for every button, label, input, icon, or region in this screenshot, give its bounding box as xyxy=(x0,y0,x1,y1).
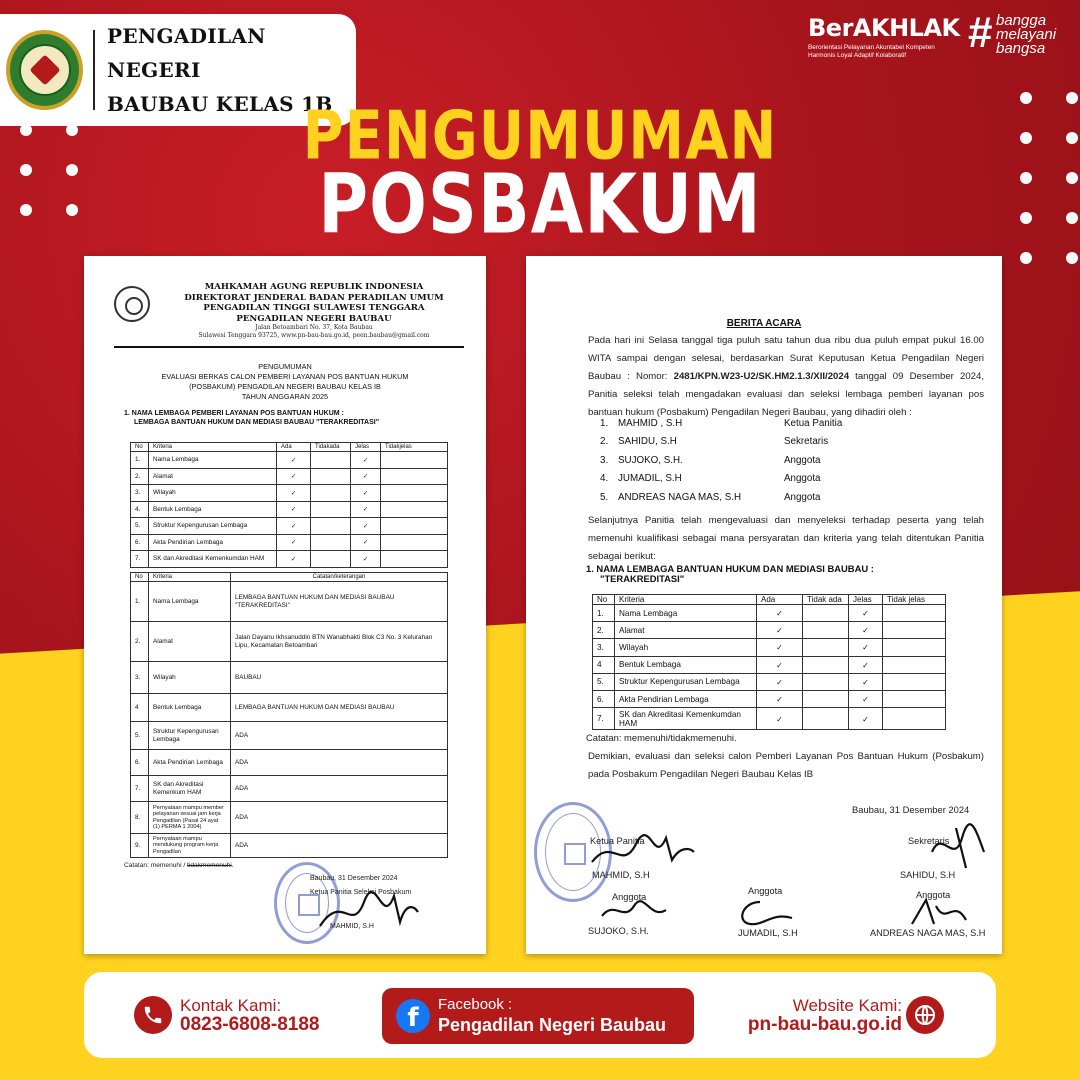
website-url[interactable]: pn-bau-bau.go.id xyxy=(747,1014,902,1035)
table-header-row: No Kriteria Ada Tidak ada Jelas Tidak jelas xyxy=(593,595,946,605)
anggota-label-2: Anggota xyxy=(748,886,783,896)
table-row: 3. Wilayah ✓ ✓ xyxy=(593,639,946,656)
facebook-label: Facebook : xyxy=(438,996,513,1013)
berakhlak-logo xyxy=(808,8,1074,68)
table-row: 7. SK dan Akreditasi Kemenkumdan HAM ✓ ✓ xyxy=(131,551,448,568)
table-row: 3. Wilayah ✓ ✓ xyxy=(131,485,448,502)
institution-heading: 1. NAMA LEMBAGA BANTUAN HUKUM DAN MEDIASI BAUBAU : "TERAKREDITASI" xyxy=(586,563,874,584)
supreme-court-logo-icon xyxy=(114,286,150,322)
list-item: 1. MAHMID , S.H Ketua Panitia xyxy=(600,418,843,429)
table-row: 3. Wilayah BAUBAU xyxy=(131,662,448,694)
criteria-table xyxy=(130,442,448,568)
signature-icon xyxy=(312,882,422,938)
table-row: 7. SK dan Akreditasi Kemenkumdan HAM ✓ ✓ xyxy=(593,708,946,730)
signature-icon xyxy=(926,822,990,872)
berita-acara-intro: Pada hari ini Selasa tanggal tiga puluh satu tahun dua ribu dua puluh empat pukul 16.00 WITA sampai dengan selesai, berdasarkan Surat Keputusan Ketua Pengadilan Negeri Baubau : Nomor: 2481/KPN.W23-U2/SK.HM2.1.3/XII/2024 tanggal 09 Desember 2024, Panitia seleksi telah mengadakan evaluasi dan seleksi lembaga pemberi layanan pos bantuan hukum (Posbakum) Pengadilan Negeri Baubau, yang dihadiri oleh : xyxy=(588,335,984,418)
table-row: 7. SK dan Akreditasi Kemenkum HAM ADA xyxy=(131,776,448,802)
anggota-label-3: Anggota xyxy=(916,890,951,900)
signature-icon xyxy=(732,898,796,928)
table-row: 8. Pernyataan mampu member pelayanan sesuai jam kerja Pengadilan (Pasal 24 ayat (1) PERMA 1 2004) ADA xyxy=(131,802,448,834)
notes-line: Catatan: memenuhi / tidakmemenuhi. xyxy=(124,862,234,869)
berita-acara-closing: Demikian, evaluasi dan seleksi calon Pemberi Layanan Pos Bantuan Hukum (Posbakum) pada Posbakum Pengadilan Negeri Baubau Kelas IB xyxy=(588,751,984,780)
list-item: 2. SAHIDU, S.H Sekretaris xyxy=(600,436,829,448)
table-row: 1. Nama Lembaga ✓ ✓ xyxy=(131,452,448,469)
globe-icon[interactable] xyxy=(906,996,944,1034)
table-row: 2. Alamat ✓ ✓ xyxy=(593,622,946,639)
anggota-name-3: ANDREAS NAGA MAS, S.H xyxy=(870,928,986,938)
ketua-name: MAHMID, S.H xyxy=(592,870,650,880)
headline-pengumuman: PENGUMUMAN xyxy=(302,97,778,176)
table-row: 4 Bentuk Lembaga ✓ ✓ xyxy=(593,656,946,673)
signature-icon xyxy=(598,896,670,926)
headline-posbakum: POSBAKUM xyxy=(318,158,762,253)
signature-block: Baubau, 31 Desember 2024 Ketua Panitia Seleksi Posbakum MAHMID, S.H xyxy=(310,875,412,930)
berita-acara-title: BERITA ACARA xyxy=(726,318,802,329)
table-row: 2. Alamat Jalan Dayanu Ikhsanuddin BTN Wanabhakti Blok C3 No. 3 Kelurahan Lipu, Kecamatan Betoambari xyxy=(131,622,448,662)
committee-list xyxy=(600,418,900,510)
sekretaris-name: SAHIDU, S.H xyxy=(900,870,956,880)
list-item: 4. JUMADIL, S.H Anggota xyxy=(600,473,821,485)
anggota-name-2: JUMADIL, S.H xyxy=(738,928,798,938)
table-header-row: No Kriteria Catatan/keterangan xyxy=(131,573,448,582)
ketua-label: Ketua Panitia xyxy=(590,836,645,846)
table-row: 6. Akta Pendirian Lembaga ✓ ✓ xyxy=(131,534,448,551)
hashtag-icon: # xyxy=(968,8,993,57)
criteria-table xyxy=(592,594,946,730)
anggota-name-1: SUJOKO, S.H. xyxy=(588,926,649,936)
facebook-icon: f xyxy=(396,999,430,1033)
table-row: 1. Nama Lembaga ✓ ✓ xyxy=(593,605,946,622)
berita-acara-evaluation: Selanjutnya Panitia telah mengevaluasi dan menyeleksi terhadap peserta yang telah memenuhi kualifikasi sebagai mana persyaratan dan kriteria yang telah ditentukan Panitia sebagai berikut: xyxy=(588,515,984,562)
institution-heading: 1. NAMA LEMBAGA PEMBERI LAYANAN POS BANTUAN HUKUM : LEMBAGA BANTUAN HUKUM DAN MEDIASI BAUBAU "TERAKREDITASI" xyxy=(124,410,380,426)
bangga-melayani-bangsa: bangga melayani bangsa xyxy=(996,12,1057,57)
website-label: Website Kami: xyxy=(792,996,902,1015)
berakhlak-wordmark: BerAKHLAK xyxy=(808,14,960,42)
announcement-heading: PENGUMUMAN EVALUASI BERKAS CALON PEMBERI LAYANAN POS BANTUAN HUKUM (POSBAKUM) PENGADILAN NEGERI BAUBAU KELAS IB TAHUN ANGGARAN 2025 xyxy=(161,362,409,401)
signing-date: Baubau, 31 Desember 2024 xyxy=(852,804,970,815)
table-row: 2. Alamat ✓ ✓ xyxy=(131,468,448,485)
signature-icon xyxy=(906,896,970,928)
table-header-row: No Kriteria Ada Tidakada Jelas Tidakjelas xyxy=(131,443,448,452)
contact-label: Kontak Kami: xyxy=(180,996,282,1015)
table-row: 4 Bentuk Lembaga LEMBAGA BANTUAN HUKUM DAN MEDIASI BAUBAU xyxy=(131,694,448,722)
letterhead: MAHKAMAH AGUNG REPUBLIK INDONESIA DIREKTORAT JENDERAL BADAN PERADILAN UMUM PENGADILAN TINGGI SULAWESI TENGGARA PENGADILAN NEGERI BAUBAU Jalan Betoambari No. 37, Kota Baubau Sulawesi Tenggara 93725, www.pn-bau-bau.go.id, peen.baubau@gmail.com xyxy=(84,282,486,354)
notes-table xyxy=(130,572,448,858)
document-berita-acara xyxy=(526,256,1002,954)
table-row: 6. Akta Pendirian Lembaga ADA xyxy=(131,750,448,776)
table-row: 4. Bentuk Lembaga ✓ ✓ xyxy=(131,501,448,518)
contact-phone-number[interactable]: 0823-6808-8188 xyxy=(180,1014,320,1035)
table-row: 5. Struktur Kepengurusan Lembaga ✓ ✓ xyxy=(131,518,448,535)
table-row: 9. Pernyataan mampu mendukung program kerja Pengadilan ADA xyxy=(131,834,448,858)
document-announcement xyxy=(84,256,486,954)
berakhlak-values: Berorientasi Pelayanan Akuntabel Kompeten Harmonis Loyal Adaptif Kolaboratif xyxy=(808,44,935,59)
signature-icon xyxy=(586,822,696,878)
facebook-page-name: Pengadilan Negeri Baubau xyxy=(438,1015,667,1035)
table-row: 5. Struktur Kepengurusan Lembaga ✓ ✓ xyxy=(593,673,946,690)
table-row: 5. Struktur Kepengurusan Lembaga ADA xyxy=(131,722,448,750)
facebook-link[interactable] xyxy=(382,988,694,1044)
contact-footer xyxy=(84,972,996,1058)
notes-line: Catatan: memenuhi/tidakmemenuhi. xyxy=(586,732,737,743)
table-row: 6. Akta Pendirian Lembaga ✓ ✓ xyxy=(593,690,946,707)
list-item: 3. SUJOKO, S.H. Anggota xyxy=(600,454,821,466)
table-row: 1. Nama Lembaga LEMBAGA BANTUAN HUKUM DAN MEDIASI BAUBAU "TERAKREDITASI" xyxy=(131,582,448,622)
org-name-line1: PENGADILAN NEGERI xyxy=(106,24,266,82)
letterhead-rule xyxy=(114,346,464,348)
sekretaris-label: Sekretaris xyxy=(908,836,950,846)
anggota-label-1: Anggota xyxy=(612,892,647,902)
phone-icon[interactable] xyxy=(134,996,172,1034)
org-name-line2: BAUBAU KELAS 1B xyxy=(106,92,333,116)
list-item: 5. ANDREAS NAGA MAS, S.H Anggota xyxy=(600,491,821,503)
